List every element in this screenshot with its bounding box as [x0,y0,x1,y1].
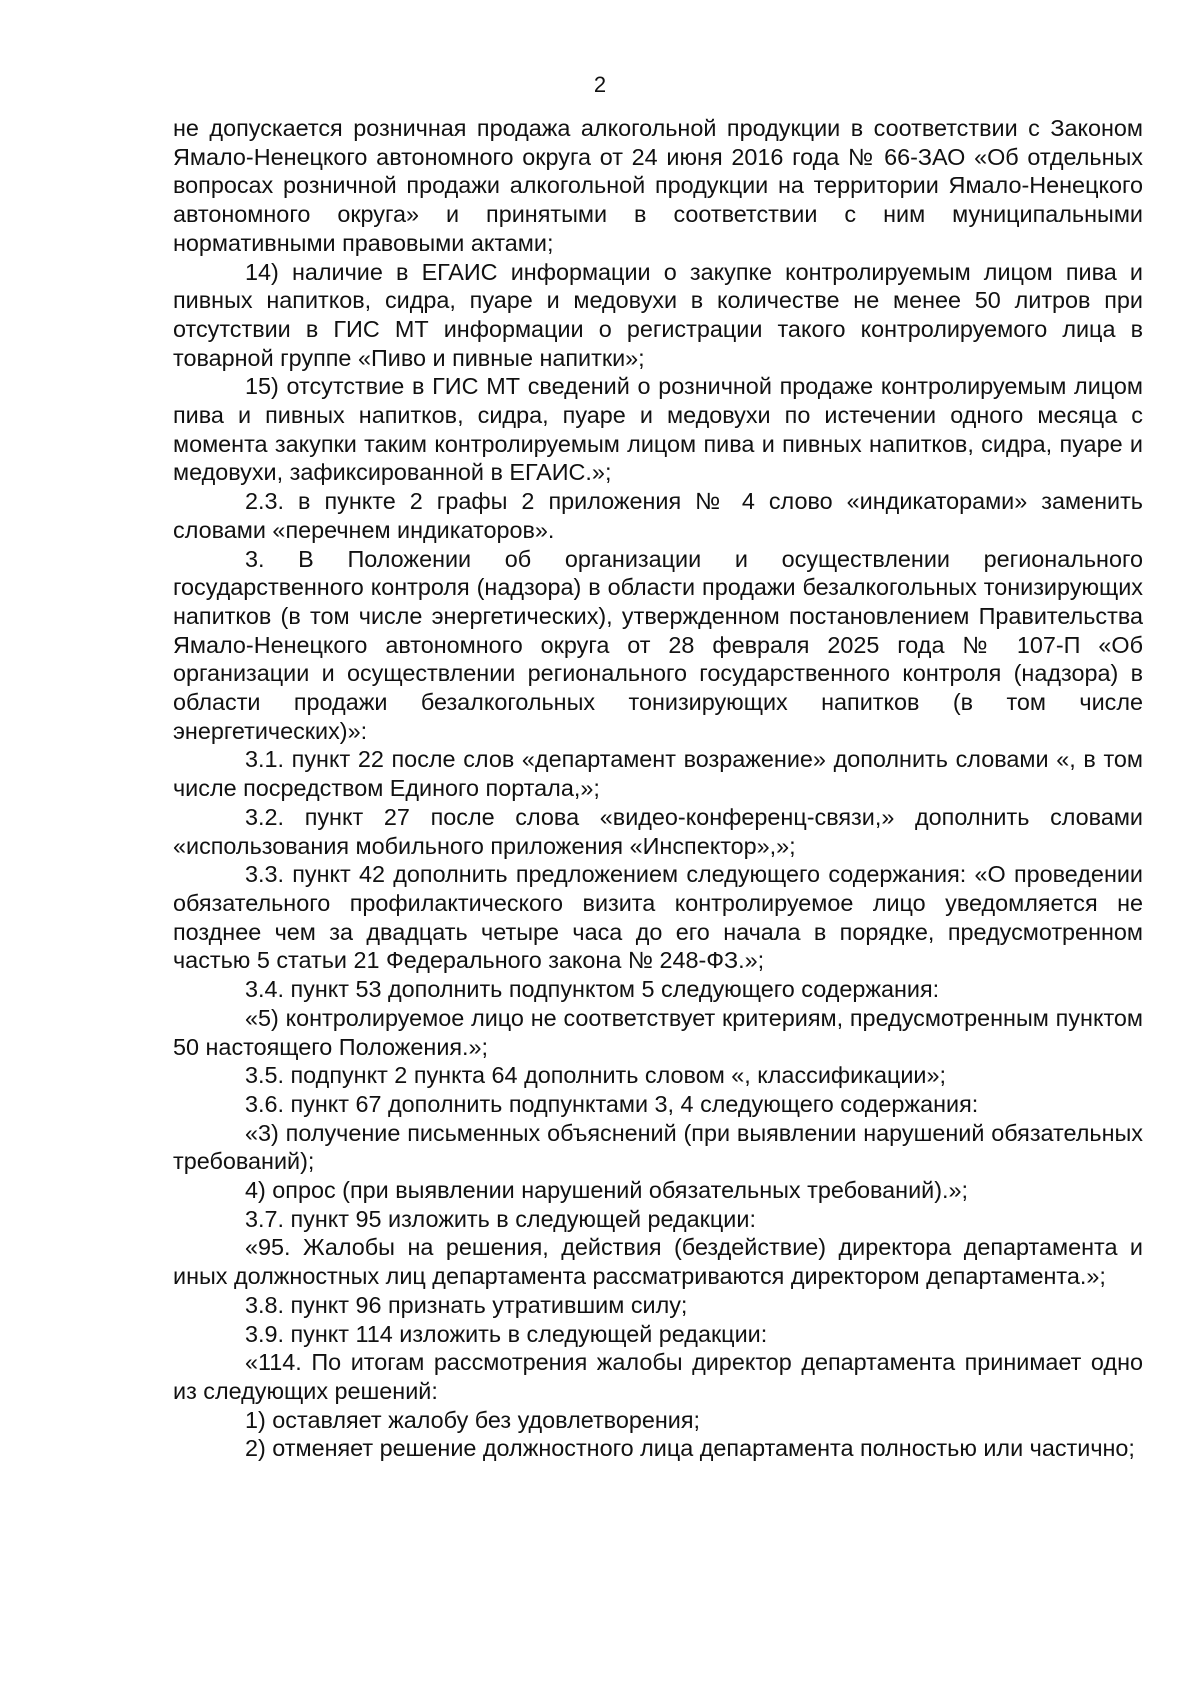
paragraph: 3.3. пункт 42 дополнить предложением следующего содержания: «О проведении обязательного профилактического визита контролируемое лицо уведомляется не позднее чем за двадцать четыре часа до его начала в порядке, предусмотренном частью 5 статьи 21 Федерального закона № 248-ФЗ.»; [173,861,1143,974]
paragraph: 2.3. в пункте 2 графы 2 приложения № 4 слово «индикаторами» заменить словами «перечнем индикаторов». [173,488,1143,543]
paragraph: 1) оставляет жалобу без удовлетворения; [245,1406,701,1433]
paragraph: 15) отсутствие в ГИС МТ сведений о розничной продаже контролируемым лицом пива и пивных напитков, сидра, пуаре и медовухи по истечении одного месяца с момента закупки таким контролируемым лицом пива и пивных напитков, сидра, пуаре и медовухи, зафиксированной в ЕГАИС.»; [173,373,1143,486]
paragraph: 3.5. подпункт 2 пункта 64 дополнить словом «, классификации»; [245,1062,946,1089]
paragraph: 4) опрос (при выявлении нарушений обязательных требований).»; [245,1177,969,1204]
paragraph: 3.2. пункт 27 после слова «видео-конференц-связи,» дополнить словами «использования мобильного приложения «Инспектор»,»; [173,803,1143,859]
paragraph: 3.8. пункт 96 признать утратившим силу; [245,1291,688,1318]
document-body [173,114,1143,1463]
paragraph: 3.1. пункт 22 после слов «департамент возражение» дополнить словами «, в том числе посредством Единого портала,»; [173,746,1143,802]
paragraph: «3) получение письменных объяснений (при выявлении нарушений обязательных требований); [173,1119,1143,1175]
paragraph: «114. По итогам рассмотрения жалобы директор департамента принимает одно из следующих решений: [173,1349,1143,1404]
paragraph: 3.4. пункт 53 дополнить подпунктом 5 следующего содержания: [245,976,940,1003]
paragraph: 2) отменяет решение должностного лица департамента полностью или частично; [245,1435,1135,1462]
paragraph: 3.7. пункт 95 изложить в следующей редакции: [245,1205,756,1232]
paragraph: «5) контролируемое лицо не соответствует критериям, предусмотренным пунктом 50 настоящего Положения.»; [173,1004,1143,1060]
paragraph: 3.9. пункт 114 изложить в следующей редакции: [245,1320,768,1347]
page-number: 2 [593,72,607,97]
paragraph: «95. Жалобы на решения, действия (бездействие) директора департамента и иных должностных лиц департамента рассматриваются директором департамента.»; [173,1234,1143,1290]
paragraph: не допускается розничная продажа алкогольной продукции в соответствии с Законом Ямало-Ненецкого автономного округа от 24 июня 2016 года № 66-ЗАО «Об отдельных вопросах розничной продажи алкогольной продукции на территории Ямало-Ненецкого автономного округа» и принятыми в соответствии с ним муниципальными нормативными правовыми актами; [173,115,1143,256]
paragraph: 14) наличие в ЕГАИС информации о закупке контролируемым лицом пива и пивных напитков, сидра, пуаре и медовухи в количестве не менее 50 литров при отсутствии в ГИС МТ информации о регистрации такого контролируемого лица в товарной группе «Пиво и пивные напитки»; [173,258,1143,371]
paragraph: 3. В Положении об организации и осуществлении регионального государственного контроля (надзора) в области продажи безалкогольных тонизирующих напитков (в том числе энергетических), утвержденном постановлением Правительства Ямало-Ненецкого автономного округа от 28 февраля 2025 года № 107-П «Об организации и осуществлении регионального государственного контроля (надзора) в области продажи безалкогольных тонизирующих напитков (в том числе энергетических)»: [173,545,1143,744]
paragraph: 3.6. пункт 67 дополнить подпунктами 3, 4 следующего содержания: [245,1090,979,1117]
